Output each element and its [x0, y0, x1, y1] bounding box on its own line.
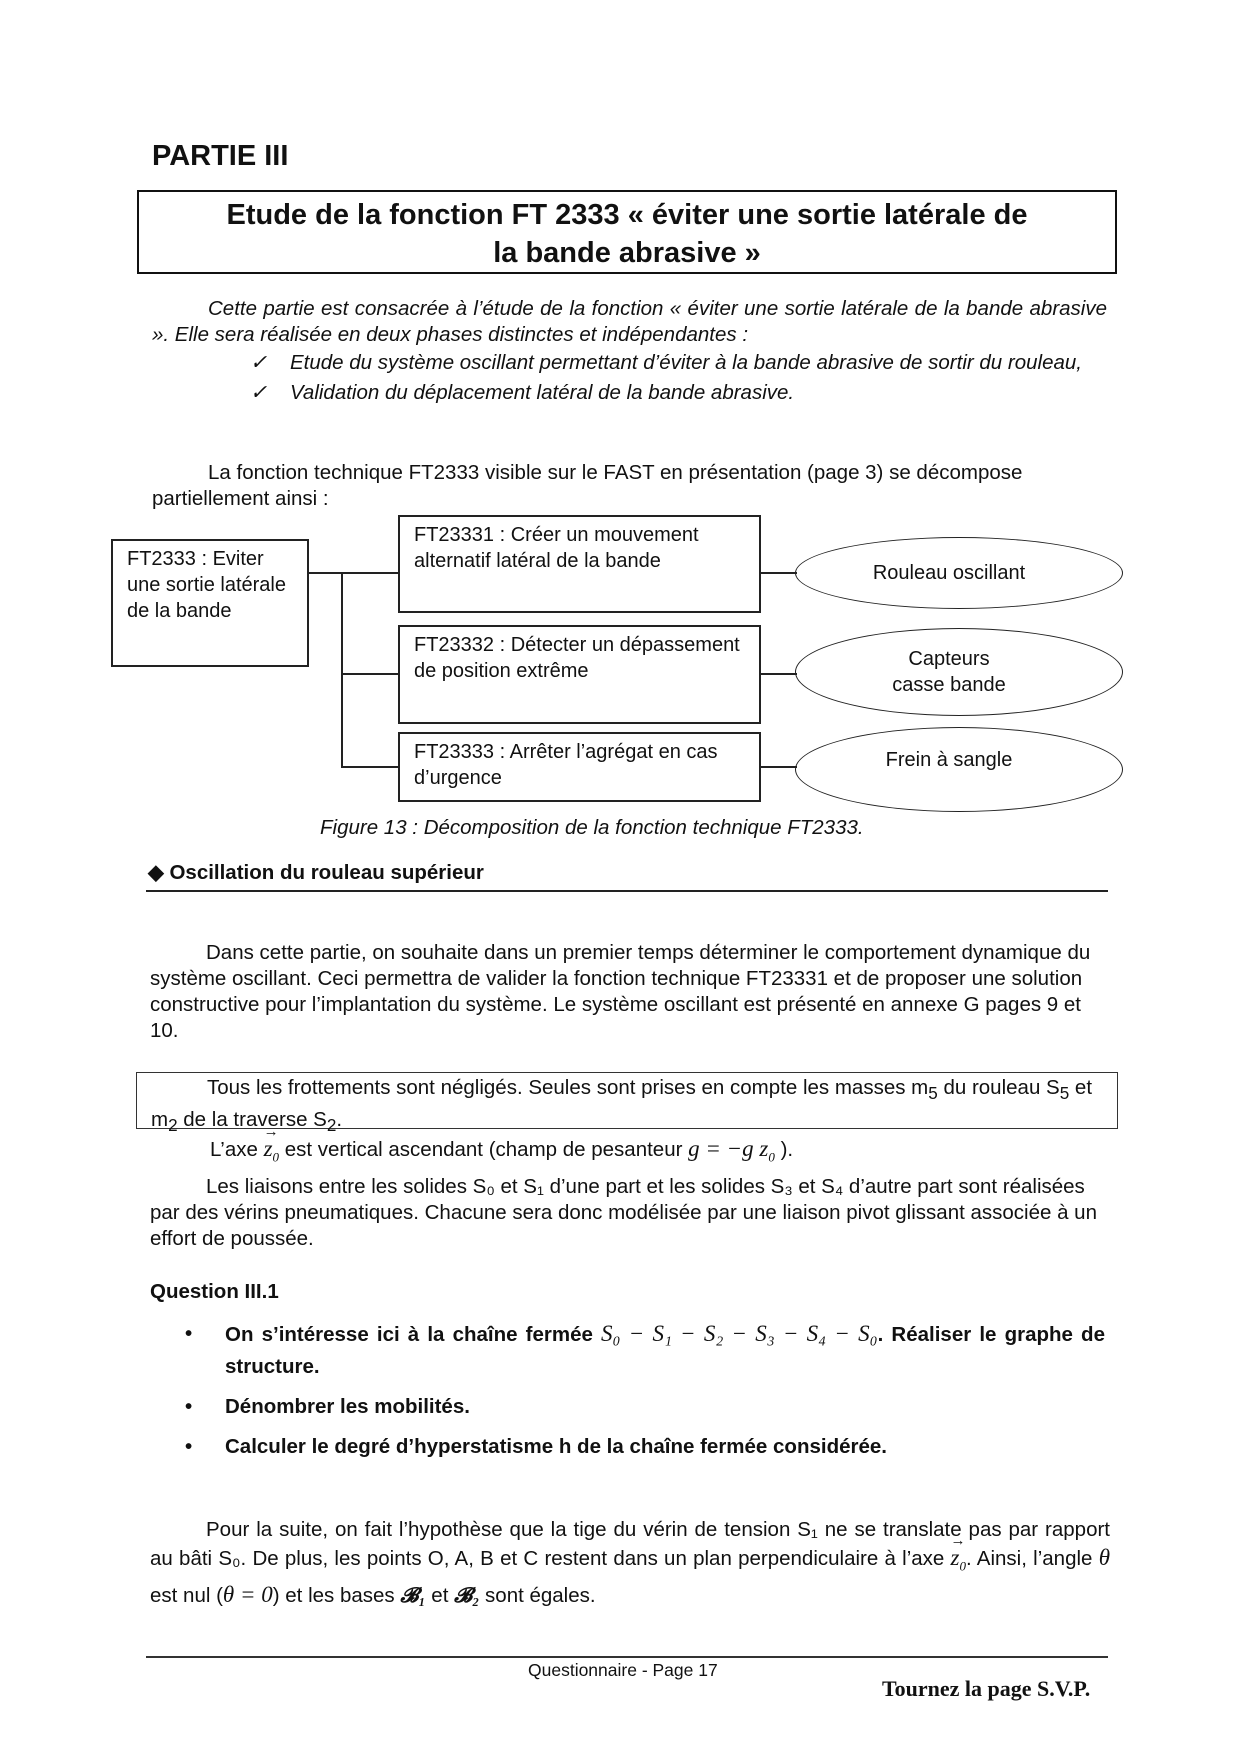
connector-line	[309, 572, 398, 574]
question-item: • On s’intéresse ici à la chaîne fermée S₀ − S₁ − S₂ − S₃ − S₄ − S₀. Réaliser le graphe de structure.	[185, 1318, 1105, 1383]
vector-z0: → $z_0$	[264, 1136, 279, 1171]
turn-page-note: Tournez la page S.V.P.	[882, 1676, 1091, 1701]
fast-sub-box-2: FT23332 : Détecter un dépassement de position extrême	[398, 625, 761, 724]
axis-statement: L’axe → $z_0$ est vertical ascendant (champ de pesanteur g = −g $z_0$ ).	[210, 1136, 793, 1171]
question-title: Question III.1	[150, 1280, 279, 1303]
fast-sub-box-1: FT23331 : Créer un mouvement alternatif latéral de la bande	[398, 515, 761, 613]
question-item: • Calculer le degré d’hyperstatisme h de la chaîne fermée considérée.	[185, 1431, 1105, 1463]
title-line-2: la bande abrasive »	[493, 237, 761, 269]
section-title-box	[137, 190, 1117, 274]
paragraph-hypothesis: Pour la suite, on fait l’hypothèse que la tige du vérin de tension S₁ ne se translate pas par rapport au bâti S₀. De plus, les points O, A, B et C restent dans un plan perpendiculaire à l’axe → $z_0$. Ainsi, l’angle θ est nul (θ = 0) et les bases 𝓑₁ et 𝓑₂ sont égales.	[150, 1516, 1110, 1610]
connector-line	[761, 766, 797, 768]
fast-sub-box-3: FT23333 : Arrêter l’agrégat en cas d’urgence	[398, 732, 761, 802]
connector-line	[341, 673, 398, 675]
connector-line	[761, 673, 797, 675]
checkmark-icon: ✓	[250, 381, 268, 404]
solution-ellipse-2: Capteurs casse bande	[795, 628, 1123, 716]
bullet-icon: •	[185, 1395, 193, 1418]
section-heading-text: Oscillation du rouleau supérieur	[169, 861, 484, 884]
gravity-equation: g = −g $z_0$	[688, 1136, 775, 1165]
check-text: Validation du déplacement latéral de la bande abrasive.	[290, 381, 795, 404]
solution-ellipse-1: Rouleau oscillant	[795, 537, 1123, 609]
connector-line	[341, 766, 398, 768]
intro-checklist	[250, 348, 1110, 408]
paragraph-dynamics: Dans cette partie, on souhaite dans un premier temps déterminer le comportement dynamique du système oscillant. Ceci permettra de valider la fonction technique FT23331 et de proposer une solution constructive pour l’implantation du système. Le système oscillant est présenté en annexe G pages 9 et 10.	[150, 941, 1091, 1042]
question-list	[185, 1318, 1105, 1471]
checkmark-icon: ✓	[250, 351, 268, 374]
section-heading	[148, 860, 484, 885]
footer-divider	[146, 1656, 1108, 1658]
fast-root-box: FT2333 : Eviter une sortie latérale de la bande	[111, 539, 309, 667]
title-line-1: Etude de la fonction FT 2333 « éviter une sortie latérale de	[226, 199, 1028, 231]
bullet-icon: •	[185, 1322, 193, 1345]
part-heading: PARTIE III	[152, 140, 289, 172]
check-item	[250, 348, 1110, 378]
figure-caption: Figure 13 : Décomposition de la fonction technique FT2333.	[320, 816, 864, 839]
connector-line	[761, 572, 797, 574]
section-divider	[146, 890, 1108, 892]
hypothesis-box: Tous les frottements sont négligés. Seules sont prises en compte les masses $m_5$ du rouleau $S_5$ et $m_2$ de la traverse $S_2$.	[136, 1072, 1118, 1129]
paragraph-liaisons: Les liaisons entre les solides S₀ et S₁ d’une part et les solides S₃ et S₄ d’autre part sont réalisées par des vérins pneumatiques. Chacune sera donc modélisée par une liaison pivot glissant associée à un effort de poussée.	[150, 1175, 1097, 1250]
bullet-icon: •	[185, 1435, 193, 1458]
question-item: • Dénombrer les mobilités.	[185, 1391, 1105, 1423]
solution-ellipse-3: Frein à sangle	[795, 727, 1123, 812]
page-number: Questionnaire - Page 17	[528, 1660, 718, 1680]
chain-formula: S₀ − S₁ − S₂ − S₃ − S₄ − S₀	[601, 1321, 878, 1346]
check-text: Etude du système oscillant permettant d’éviter à la bande abrasive de sortir du rouleau,	[290, 351, 1082, 374]
diamond-bullet-icon: ◆	[148, 861, 164, 884]
intro-paragraph: Cette partie est consacrée à l’étude de la fonction « éviter une sortie latérale de la bande abrasive ». Elle sera réalisée en deux phases distinctes et indépendantes :	[152, 297, 1107, 346]
connector-line	[341, 572, 343, 768]
fast-intro-paragraph: La fonction technique FT2333 visible sur le FAST en présentation (page 3) se décompose partiellement ainsi :	[152, 461, 1023, 510]
check-item	[250, 378, 1110, 408]
